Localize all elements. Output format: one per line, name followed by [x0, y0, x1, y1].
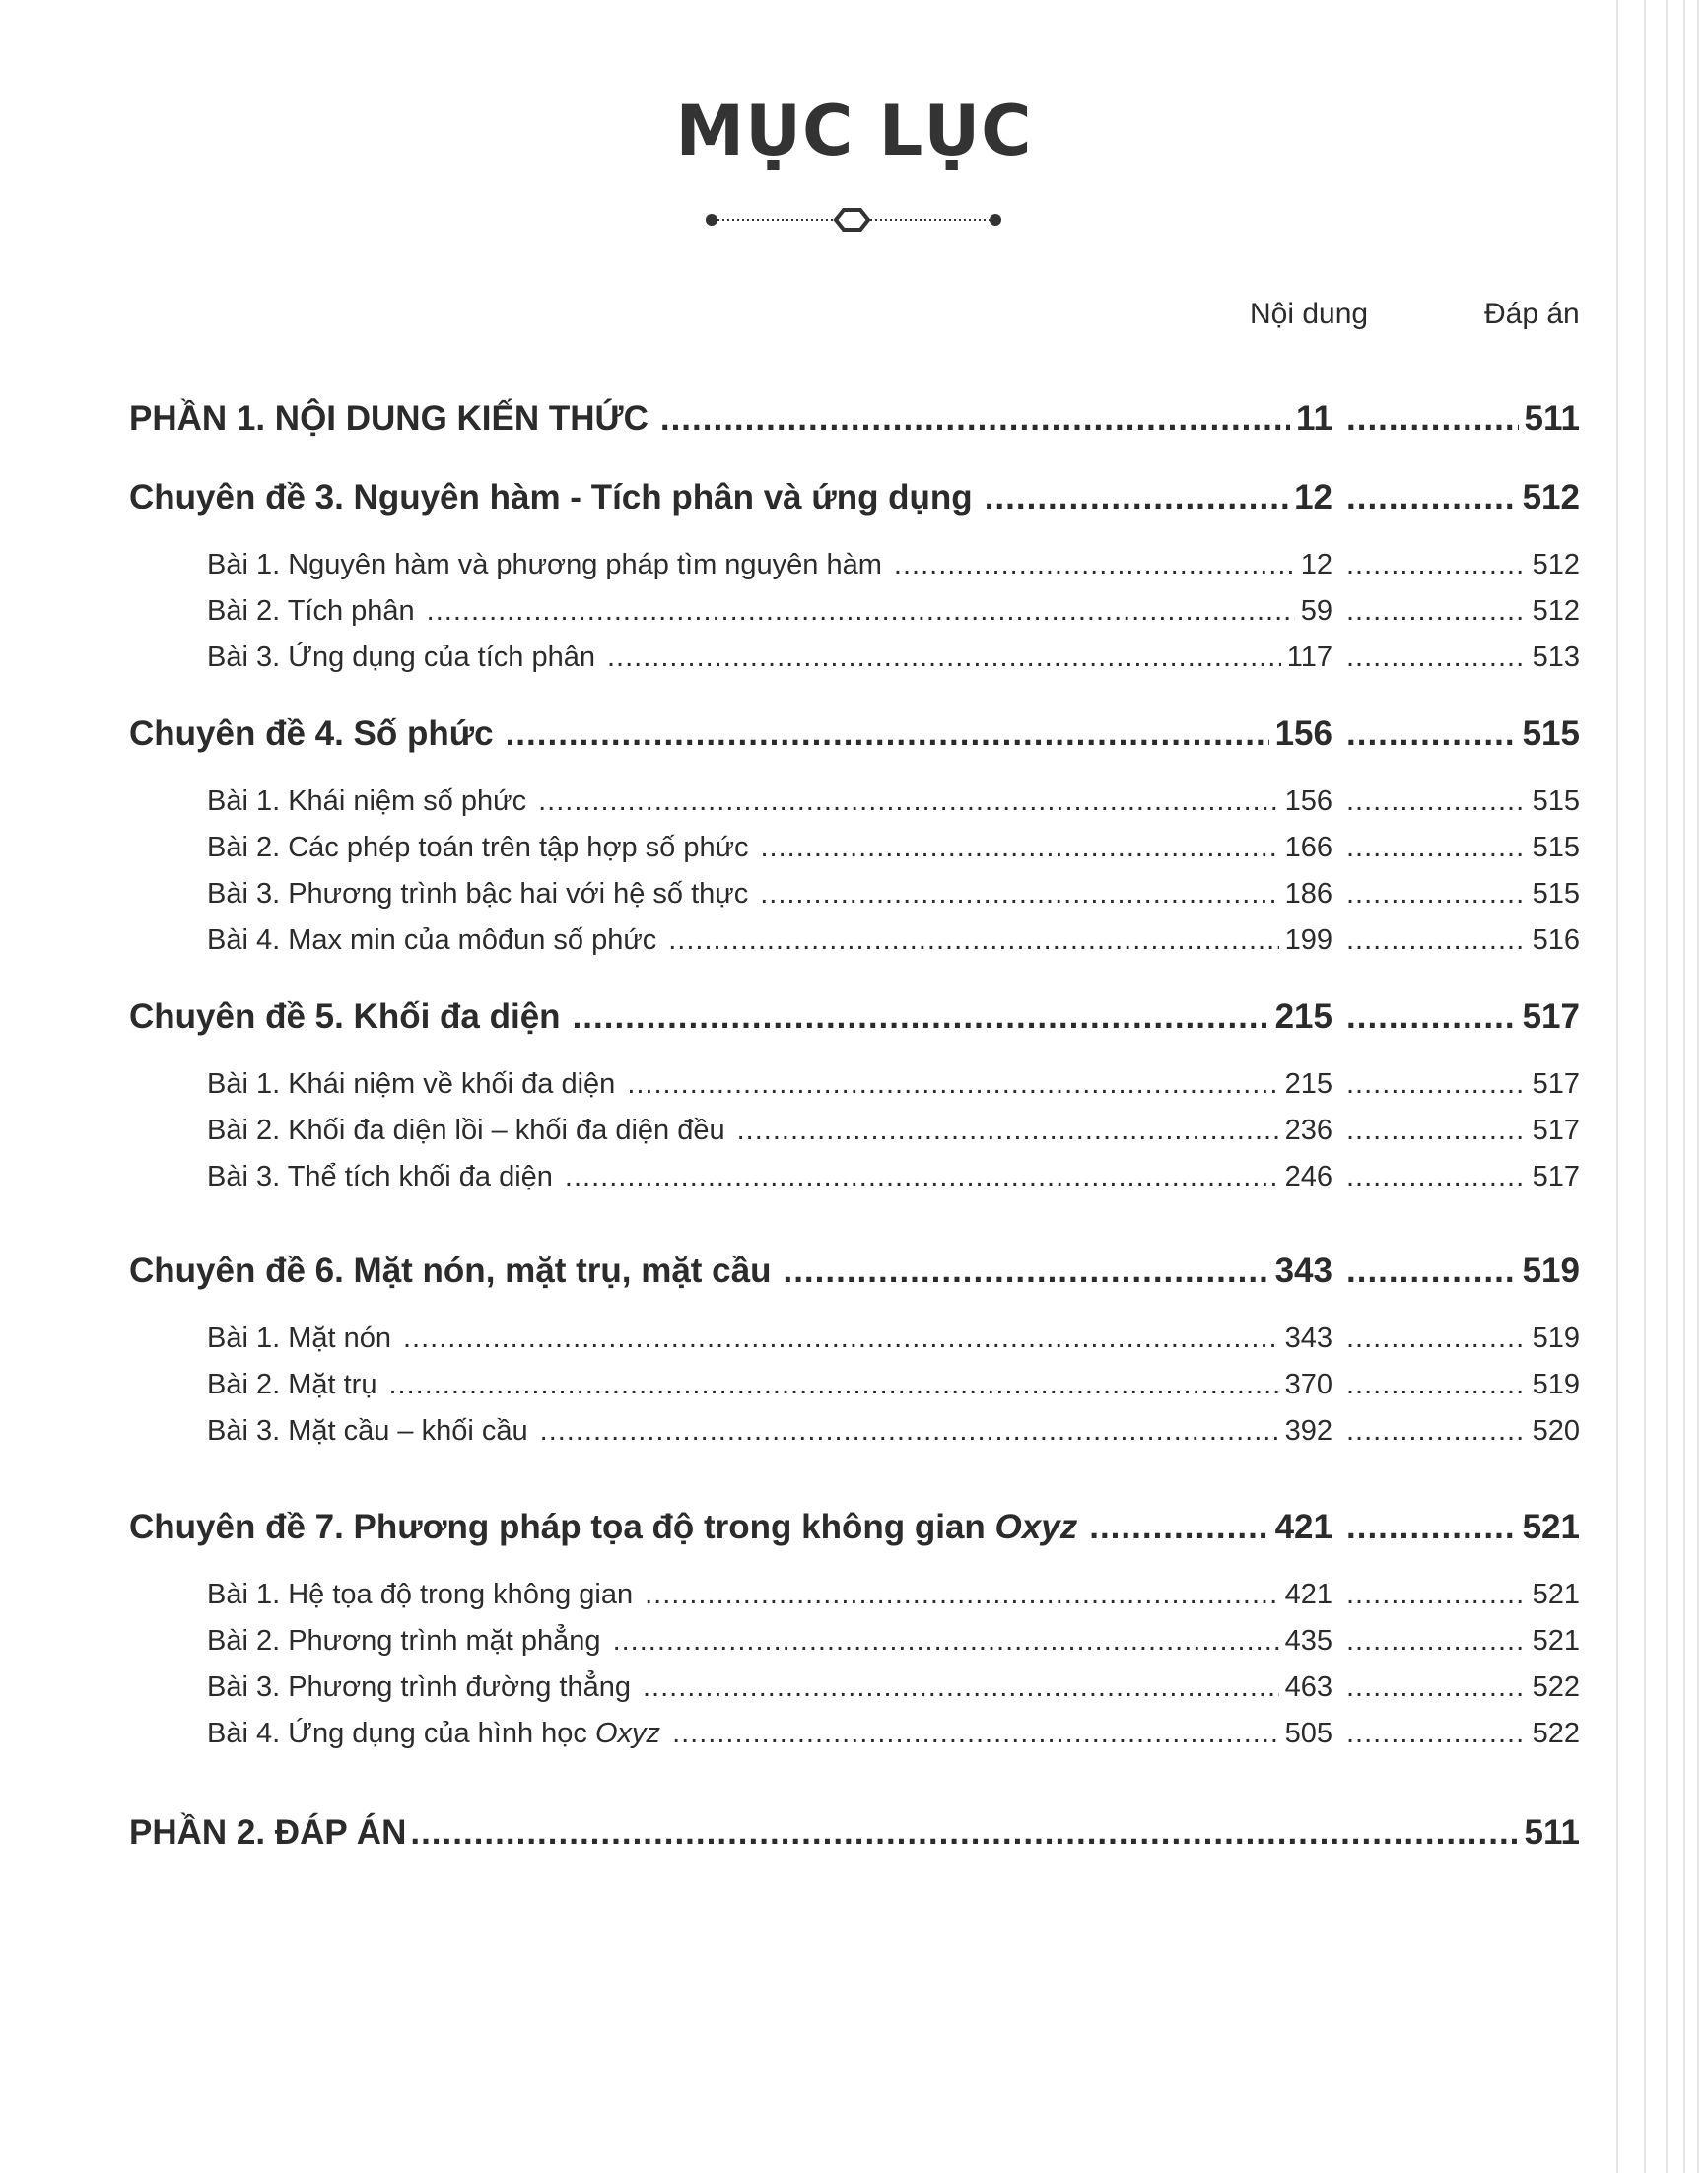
toc-answer-page: 519 [1532, 1369, 1580, 1400]
toc-entry-title-italic: Oxyz [985, 1508, 1078, 1546]
dot-leader [1346, 1671, 1527, 1704]
toc-row-lesson [0, 595, 1708, 641]
toc-entry-title: Bài 2. Mặt trụ [207, 1369, 377, 1400]
toc-entry-title: Bài 2. Tích phân [207, 595, 415, 627]
dot-leader [1089, 1508, 1268, 1547]
toc-answer-page: 511 [1524, 399, 1580, 438]
toc-row-lesson [0, 1323, 1708, 1368]
dot-leader [1346, 399, 1519, 439]
toc-page-number: 12 [1300, 549, 1332, 580]
toc-row-lesson [0, 832, 1708, 877]
dot-leader [573, 997, 1269, 1037]
toc-answer-page: 519 [1532, 1323, 1580, 1354]
toc-answer-page: 521 [1532, 1579, 1580, 1610]
dot-leader [1346, 1415, 1527, 1448]
toc-entry-title: Bài 1. Hệ tọa độ trong không gian [207, 1579, 634, 1610]
toc-page-number: 11 [1296, 399, 1332, 438]
dot-leader [1346, 832, 1527, 864]
toc-entry-title: Bài 1. Khái niệm về khối đa diện [207, 1068, 616, 1100]
dot-leader [643, 1671, 1279, 1704]
toc-entry-title: Bài 4. Max min của môđun số phức [207, 924, 657, 956]
dot-leader [1346, 878, 1527, 911]
toc-answer-page: 511 [1524, 1813, 1580, 1852]
toc-answer-page: 512 [1532, 549, 1580, 580]
toc-row-lesson [0, 1115, 1708, 1160]
toc-row-lesson [0, 924, 1708, 970]
dot-leader [1346, 1115, 1527, 1147]
dot-leader [427, 595, 1295, 628]
dot-leader [1346, 924, 1527, 957]
toc-answer-page: 515 [1532, 832, 1580, 863]
toc-entry-title: Bài 3. Mặt cầu – khối cầu [207, 1415, 528, 1447]
toc-entry-title: Chuyên đề 4. Số phức [129, 714, 494, 753]
dot-leader [565, 1161, 1279, 1193]
toc-row-chap [0, 1252, 1708, 1297]
toc-page-number: 117 [1286, 642, 1332, 673]
dot-leader [1346, 1252, 1517, 1291]
toc-row-lesson [0, 785, 1708, 831]
dot-leader [388, 1369, 1278, 1401]
toc-row-lesson [0, 1068, 1708, 1114]
toc-answer-page: 512 [1522, 478, 1580, 516]
dot-leader [403, 1323, 1279, 1355]
toc-row-lesson [0, 878, 1708, 923]
dot-leader [1346, 1369, 1527, 1401]
toc-entry-title: Bài 3. Phương trình đường thẳng [207, 1671, 631, 1703]
toc-entry-title-italic: Oxyz [586, 1718, 661, 1749]
toc-page-number: 421 [1284, 1579, 1332, 1610]
toc-entry-title: Chuyên đề 3. Nguyên hàm - Tích phân và ứng dụng [129, 478, 973, 516]
toc-page-number: 156 [1274, 714, 1332, 753]
dot-leader [506, 714, 1269, 754]
toc-entry-title: Chuyên đề 5. Khối đa diện [129, 997, 561, 1036]
toc-answer-page: 517 [1532, 1161, 1580, 1192]
dot-leader [1346, 1625, 1527, 1658]
dot-leader [1346, 997, 1517, 1037]
dot-leader [737, 1115, 1279, 1147]
dot-leader [668, 924, 1278, 957]
toc-row-lesson [0, 1161, 1708, 1206]
dot-leader [645, 1579, 1279, 1611]
dot-leader [985, 478, 1288, 517]
dot-leader [783, 1252, 1268, 1291]
dot-leader [1346, 1718, 1527, 1750]
toc-page-number: 246 [1284, 1161, 1332, 1192]
toc-entry-title: Chuyên đề 7. Phương pháp tọa độ trong không gian Oxyz [129, 1508, 1078, 1546]
column-header-content: Nội dung [1250, 298, 1369, 330]
toc-answer-page: 515 [1532, 878, 1580, 910]
toc-answer-page: 520 [1532, 1415, 1580, 1447]
dot-leader [672, 1718, 1279, 1750]
dot-leader [1346, 478, 1517, 517]
dot-leader [1346, 549, 1527, 581]
toc-page-number: 343 [1274, 1252, 1332, 1290]
dot-leader [894, 549, 1295, 581]
toc-row-chap [0, 1508, 1708, 1553]
toc-answer-page: 515 [1532, 785, 1580, 817]
toc-page-number: 343 [1284, 1323, 1332, 1354]
dot-leader [1346, 785, 1527, 818]
toc-answer-page: 513 [1532, 642, 1580, 673]
toc-row-lesson [0, 1718, 1708, 1763]
dot-leader [1346, 714, 1517, 754]
column-header-answers: Đáp án [1484, 298, 1580, 330]
toc-entry-title: Bài 3. Ứng dụng của tích phân [207, 642, 595, 673]
toc-row-lesson [0, 1625, 1708, 1670]
toc-page-number: 505 [1284, 1718, 1332, 1749]
dot-leader [1346, 642, 1527, 674]
toc-answer-page: 517 [1522, 997, 1580, 1036]
toc-page-number: 370 [1284, 1369, 1332, 1400]
dot-leader [540, 1415, 1279, 1448]
toc-page-number: 59 [1300, 595, 1332, 627]
toc-entry-title: Bài 1. Khái niệm số phức [207, 785, 527, 817]
dot-leader [607, 642, 1281, 674]
toc-row-chap [0, 997, 1708, 1043]
page-title: MỤC LỤC [675, 91, 1033, 171]
toc-row-lesson [0, 1671, 1708, 1717]
toc-entry-title: Bài 3. Thể tích khối đa diện [207, 1161, 553, 1192]
toc-entry-title: Bài 2. Khối đa diện lồi – khối đa diện đều [207, 1115, 725, 1146]
dot-leader [1346, 1161, 1527, 1193]
toc-page-number: 12 [1294, 478, 1332, 516]
toc-page-number: 166 [1284, 832, 1332, 863]
toc-answer-page: 521 [1522, 1508, 1580, 1546]
toc-row-part2 [0, 1813, 1708, 1859]
dot-leader [761, 832, 1279, 864]
toc-page-number: 215 [1284, 1068, 1332, 1100]
toc-answer-page: 522 [1532, 1718, 1580, 1749]
toc-page-number: 156 [1284, 785, 1332, 817]
toc-entry-title: Bài 4. Ứng dụng của hình học Oxyz [207, 1718, 661, 1749]
toc-entry-title: Chuyên đề 6. Mặt nón, mặt trụ, mặt cầu [129, 1252, 772, 1290]
title-divider-ornament [700, 205, 1007, 235]
toc-row-lesson [0, 549, 1708, 594]
toc-page-number: 186 [1284, 878, 1332, 910]
dot-leader [1346, 1068, 1527, 1101]
toc-page-number: 421 [1274, 1508, 1332, 1546]
toc-answer-page: 519 [1522, 1252, 1580, 1290]
toc-entry-title: Bài 1. Nguyên hàm và phương pháp tìm nguyên hàm [207, 549, 882, 580]
dot-leader [1346, 1323, 1527, 1355]
toc-page-number: 392 [1284, 1415, 1332, 1447]
dot-leader [613, 1625, 1279, 1658]
dot-leader [627, 1068, 1278, 1101]
toc-page-number: 199 [1284, 924, 1332, 956]
dot-leader [1346, 1579, 1527, 1611]
toc-row-lesson [0, 1369, 1708, 1414]
toc-answer-page: 517 [1532, 1115, 1580, 1146]
dot-leader [1346, 1508, 1517, 1547]
toc-row-lesson [0, 1579, 1708, 1624]
toc-row-lesson [0, 1415, 1708, 1460]
toc-answer-page: 517 [1532, 1068, 1580, 1100]
toc-page-number: 236 [1284, 1115, 1332, 1146]
toc-entry-title: Bài 2. Phương trình mặt phẳng [207, 1625, 601, 1657]
toc-page-number: 435 [1284, 1625, 1332, 1657]
dot-leader [410, 1813, 1518, 1853]
toc-entry-title: Bài 3. Phương trình bậc hai với hệ số thực [207, 878, 749, 910]
dot-leader [1346, 595, 1527, 628]
toc-entry-title: PHẦN 2. ĐÁP ÁN [129, 1813, 407, 1852]
toc-row-chap [0, 714, 1708, 760]
toc-entry-title: Bài 1. Mặt nón [207, 1323, 391, 1354]
dot-leader [538, 785, 1279, 818]
toc-entry-title: PHẦN 1. NỘI DUNG KIẾN THỨC [129, 399, 649, 438]
toc-answer-page: 521 [1532, 1625, 1580, 1657]
toc-entry-title: Bài 2. Các phép toán trên tập hợp số phức [207, 832, 749, 863]
toc-row-chap [0, 478, 1708, 523]
toc-answer-page: 516 [1532, 924, 1580, 956]
toc-row-part [0, 399, 1708, 444]
toc-page-number: 463 [1284, 1671, 1332, 1703]
toc-answer-page: 515 [1522, 714, 1580, 753]
toc-page-number: 215 [1274, 997, 1332, 1036]
toc-answer-page: 512 [1532, 595, 1580, 627]
dot-leader [660, 399, 1290, 439]
toc-row-lesson [0, 642, 1708, 687]
dot-leader [760, 878, 1278, 911]
toc-answer-page: 522 [1532, 1671, 1580, 1703]
